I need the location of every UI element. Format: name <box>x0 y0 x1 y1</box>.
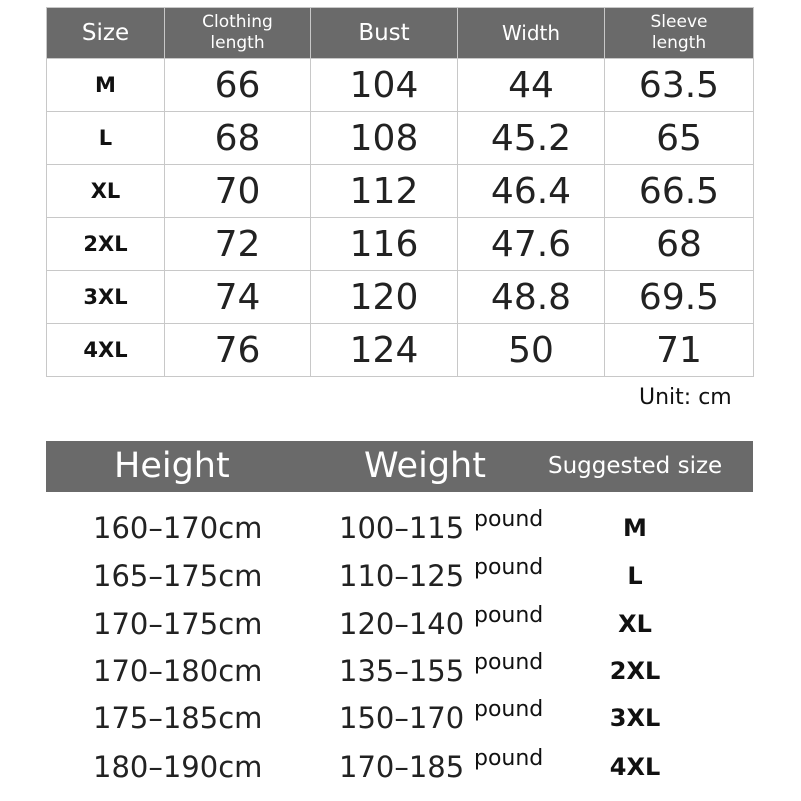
width-cell: 45.2 <box>458 112 605 165</box>
bust-cell: 112 <box>311 165 458 218</box>
weight-range: 150–170 <box>339 701 465 735</box>
bust-cell: 116 <box>311 218 458 271</box>
size-cell: XL <box>47 165 165 218</box>
weight-range: 110–125 <box>339 559 465 593</box>
weight-unit: pound <box>474 555 544 580</box>
unit-note: Unit: cm <box>639 385 732 410</box>
height-range: 175–185cm <box>93 701 263 735</box>
bust-cell: 124 <box>311 324 458 377</box>
clothing-length-cell: 68 <box>165 112 311 165</box>
suggested-size: 4XL <box>609 753 661 781</box>
suggested-size: 2XL <box>609 657 661 685</box>
size-cell: L <box>47 112 165 165</box>
table-row <box>47 218 754 271</box>
suggested-size: M <box>623 514 647 542</box>
clothing-length-cell: 70 <box>165 165 311 218</box>
header-clothing-length-text: Clothing length <box>202 12 273 53</box>
recommendation-row <box>0 746 801 796</box>
header-height: Height <box>114 446 230 486</box>
bust-cell: 104 <box>311 59 458 112</box>
width-cell: 44 <box>458 59 605 112</box>
header-size: Size <box>47 8 165 59</box>
sleeve-length-cell: 71 <box>605 324 754 377</box>
header-weight: Weight <box>364 446 486 486</box>
width-cell: 46.4 <box>458 165 605 218</box>
weight-range: 100–115 <box>339 511 465 545</box>
size-cell: 2XL <box>47 218 165 271</box>
sleeve-length-cell: 68 <box>605 218 754 271</box>
weight-unit: pound <box>474 650 544 675</box>
clothing-length-cell: 74 <box>165 271 311 324</box>
recommendation-header-bar <box>46 441 753 492</box>
sleeve-length-cell: 66.5 <box>605 165 754 218</box>
suggested-size: 3XL <box>609 704 661 732</box>
height-range: 170–175cm <box>93 607 263 641</box>
weight-unit: pound <box>474 507 544 532</box>
table-row <box>47 324 754 377</box>
table-row <box>47 271 754 324</box>
table-row <box>47 165 754 218</box>
header-bust: Bust <box>311 8 458 59</box>
recommendation-row <box>0 507 801 557</box>
recommendation-row <box>0 555 801 605</box>
recommendation-row <box>0 650 801 700</box>
header-suggested-size: Suggested size <box>548 453 723 479</box>
header-width: Width <box>458 8 605 59</box>
suggested-size: XL <box>618 610 652 638</box>
weight-range: 170–185 <box>339 750 465 784</box>
sleeve-length-cell: 69.5 <box>605 271 754 324</box>
width-cell: 50 <box>458 324 605 377</box>
size-cell: 4XL <box>47 324 165 377</box>
size-cell: 3XL <box>47 271 165 324</box>
header-clothing-length <box>165 8 311 59</box>
clothing-length-cell: 76 <box>165 324 311 377</box>
weight-range: 120–140 <box>339 607 465 641</box>
height-range: 180–190cm <box>93 750 263 784</box>
recommendation-row <box>0 603 801 653</box>
clothing-length-cell: 72 <box>165 218 311 271</box>
width-cell: 47.6 <box>458 218 605 271</box>
weight-range: 135–155 <box>339 654 465 688</box>
width-cell: 48.8 <box>458 271 605 324</box>
header-sleeve-length-text: Sleeve length <box>650 12 708 53</box>
recommendation-row <box>0 697 801 747</box>
height-range: 170–180cm <box>93 654 263 688</box>
table-row <box>47 59 754 112</box>
bust-cell: 108 <box>311 112 458 165</box>
header-sleeve-length <box>605 8 754 59</box>
size-cell: M <box>47 59 165 112</box>
weight-unit: pound <box>474 603 544 628</box>
weight-unit: pound <box>474 697 544 722</box>
size-table-header-row <box>47 8 754 59</box>
sleeve-length-cell: 65 <box>605 112 754 165</box>
suggested-size: L <box>627 562 643 590</box>
size-chart-table <box>46 7 754 377</box>
clothing-length-cell: 66 <box>165 59 311 112</box>
height-range: 160–170cm <box>93 511 263 545</box>
weight-unit: pound <box>474 746 544 771</box>
sleeve-length-cell: 63.5 <box>605 59 754 112</box>
table-row <box>47 112 754 165</box>
bust-cell: 120 <box>311 271 458 324</box>
height-range: 165–175cm <box>93 559 263 593</box>
